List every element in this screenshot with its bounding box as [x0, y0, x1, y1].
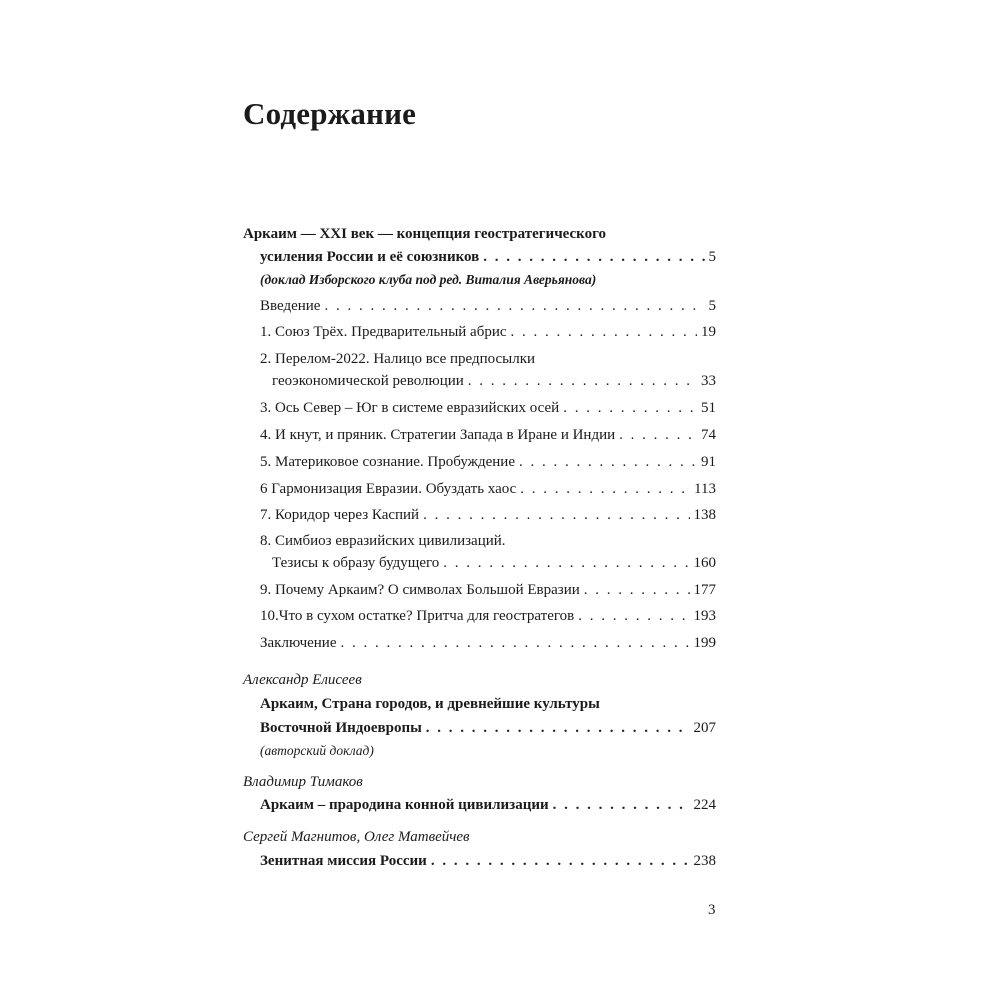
page-number: 193: [693, 608, 716, 624]
dot-leader: [426, 718, 690, 738]
dot-leader: [483, 247, 704, 267]
toc-entry[interactable]: [260, 452, 716, 472]
part1-subtitle: (доклад Изборского клуба под ред. Виталия Аверьянова): [260, 272, 597, 287]
toc-entry[interactable]: [260, 633, 716, 653]
part1-title-line2: усиления России и её союзников: [260, 249, 480, 265]
part1-title-row[interactable]: [260, 247, 716, 267]
part2-title-row[interactable]: [260, 718, 716, 738]
page-number: 74: [701, 427, 716, 443]
dot-leader: [519, 452, 697, 472]
toc-entry[interactable]: [260, 398, 716, 418]
toc-entry-title-line1: 2. Перелом-2022. Налицо все предпосылки: [260, 351, 536, 367]
page-number: 19: [701, 324, 716, 340]
page-number: 5: [708, 298, 716, 314]
toc-entry[interactable]: [260, 580, 716, 600]
page-number: 238: [693, 853, 716, 869]
toc-entry-title: Введение: [260, 298, 321, 314]
toc-entry[interactable]: [260, 479, 716, 499]
toc-entry-title: 10.Что в сухом остатке? Притча для геостратегов: [260, 608, 575, 624]
toc-entry-title: 1. Союз Трёх. Предварительный абрис: [260, 324, 507, 340]
page-number: 199: [693, 635, 716, 651]
dot-leader: [431, 851, 690, 871]
toc-entry[interactable]: [260, 322, 716, 342]
part3-title-row[interactable]: [260, 795, 716, 815]
page-number: 160: [693, 555, 716, 571]
part4-title-row[interactable]: [260, 851, 716, 871]
page-number: 138: [693, 507, 716, 523]
part2-title-line2: Восточной Индоевропы: [260, 720, 422, 736]
part4-author: Сергей Магнитов, Олег Матвейчев: [243, 829, 470, 845]
toc-entry-title: 7. Коридор через Каспий: [260, 507, 420, 523]
page-number: 177: [693, 582, 716, 598]
dot-leader: [584, 580, 690, 600]
page-number: 224: [693, 797, 716, 813]
dot-leader: [324, 296, 704, 316]
folio-page-number: 3: [708, 902, 716, 918]
dot-leader: [619, 425, 697, 445]
toc-entry-title: 3. Ось Север – Юг в системе евразийских осей: [260, 400, 560, 416]
page-title: Содержание: [243, 96, 417, 131]
page-number: 33: [701, 373, 716, 389]
dot-leader: [511, 322, 697, 342]
toc-entry-title: Заключение: [260, 635, 337, 651]
toc-entry[interactable]: [272, 553, 716, 573]
page-number: 91: [701, 454, 716, 470]
part2-subtitle: (авторский доклад): [260, 743, 374, 758]
toc-entry[interactable]: [260, 606, 716, 626]
toc-entry-title: Тезисы к образу будущего: [272, 555, 440, 571]
toc-entry-title: 9. Почему Аркаим? О символах Большой Евразии: [260, 582, 580, 598]
dot-leader: [468, 371, 697, 391]
dot-leader: [553, 795, 690, 815]
page-number: 5: [708, 249, 716, 265]
page-number: 51: [701, 400, 716, 416]
toc-entry[interactable]: [260, 425, 716, 445]
dot-leader: [520, 479, 690, 499]
page-number: 207: [693, 720, 716, 736]
toc-entry-title-line1: 8. Симбиоз евразийских цивилизаций.: [260, 533, 506, 549]
toc-entry[interactable]: [260, 505, 716, 525]
part3-author: Владимир Тимаков: [243, 774, 363, 790]
dot-leader: [443, 553, 689, 573]
dot-leader: [563, 398, 697, 418]
toc-entry-title: 6 Гармонизация Евразии. Обуздать хаос: [260, 481, 517, 497]
toc-entry[interactable]: [260, 296, 716, 316]
part2-title-line1: Аркаим, Страна городов, и древнейшие культуры: [260, 696, 600, 712]
page-number: 113: [694, 481, 716, 497]
part4-title: Зенитная миссия России: [260, 853, 427, 869]
dot-leader: [578, 606, 689, 626]
toc-entry-title: 5. Материковое сознание. Пробуждение: [260, 454, 515, 470]
part1-title-line1: Аркаим — XXI век — концепция геостратегического: [243, 226, 607, 242]
dot-leader: [423, 505, 689, 525]
toc-entry-title: геоэкономической революции: [272, 373, 464, 389]
part3-title: Аркаим – прародина конной цивилизации: [260, 797, 549, 813]
toc-entry[interactable]: [272, 371, 716, 391]
dot-leader: [341, 633, 690, 653]
part2-author: Александр Елисеев: [243, 672, 362, 688]
toc-entry-title: 4. И кнут, и пряник. Стратегии Запада в Иране и Индии: [260, 427, 616, 443]
